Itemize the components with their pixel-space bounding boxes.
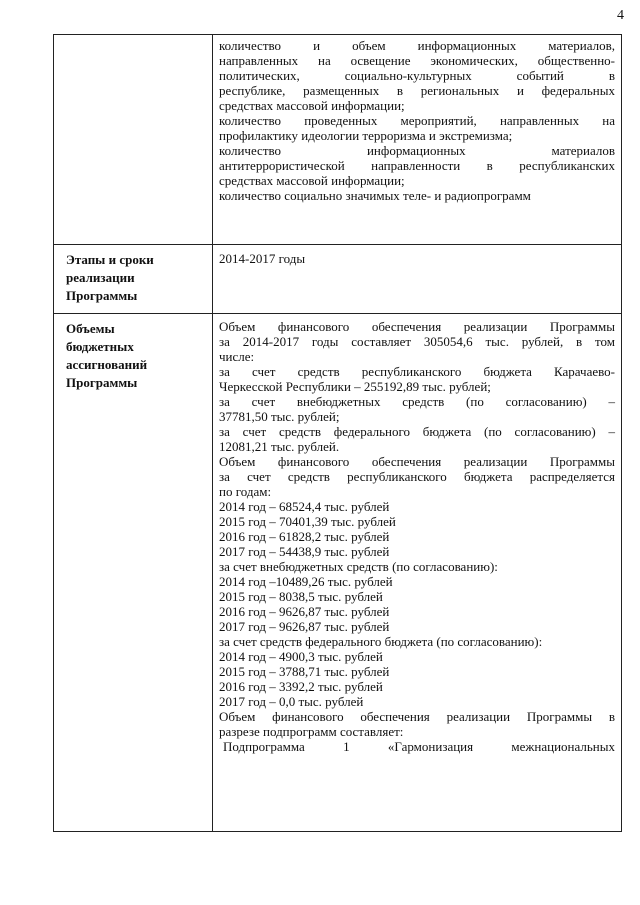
text-line: 2014 год – 68524,4 тыс. рублей [219,499,390,514]
text-line: 2015 год – 3788,71 тыс. рублей [219,664,390,679]
text-line: Черкесской Республики – 255192,89 тыс. рублей; [219,379,491,394]
text-line: 12081,21 тыс. рублей. [219,439,340,454]
text-line: 2016 год – 3392,2 тыс. рублей [219,679,383,694]
text-line: 2016 год – 61828,2 тыс. рублей [219,529,390,544]
text-line: 2015 год – 70401,39 тыс. рублей [219,514,396,529]
row-label-cell [54,245,213,314]
text-line: 2017 год – 0,0 тыс. рублей [219,694,364,709]
label-line: ассигнований [66,357,148,372]
text-line: Объем финансового обеспечения реализации Программы [219,454,615,469]
passport-table [53,34,622,832]
row-content-cell [213,314,622,832]
text-line: средствах массовой информации; [219,173,405,188]
text-line: республике, размещенных в региональных и федеральных [219,83,615,98]
text-line: за счет средств республиканского бюджета распределяется [219,469,615,484]
row-label-cell [54,35,213,245]
text-line: за 2014-2017 годы составляет 305054,6 тыс. рублей, в том [219,334,615,349]
text-line: профилактику идеологии терроризма и экстремизма; [219,128,513,143]
text-line: 2014 год –10489,26 тыс. рублей [219,574,393,589]
row-content-cell [213,245,622,314]
table-row-indicators [54,35,622,245]
text-line: за счет средств республиканского бюджета Карачаево- [219,364,615,379]
text-line: разрезе подпрограмм составляет: [219,724,404,739]
text-line: 2017 год – 9626,87 тыс. рублей [219,619,390,634]
stages-label [54,245,212,305]
text-line: Подпрограмма 1 «Гармонизация межнациональных [223,739,615,754]
label-line: Программы [66,375,138,390]
text-line: количество информационных материалов [219,143,615,158]
text-line: количество проведенных мероприятий, направленных на [219,113,615,128]
text-line: за счет средств федерального бюджета (по согласованию) – [219,424,615,439]
table-row-stages [54,245,622,314]
text-line: 2016 год – 9626,87 тыс. рублей [219,604,390,619]
text-line: за счет средств федерального бюджета (по согласованию): [219,634,543,649]
row-content-cell [213,35,622,245]
page-number: 4 [617,8,624,23]
text-line: 2015 год – 8038,5 тыс. рублей [219,589,383,604]
text-line: средствах массовой информации; [219,98,405,113]
text-line: 2014 год – 4900,3 тыс. рублей [219,649,383,664]
text-line: направленных на освещение экономических, общественно- [219,53,615,68]
label-line: бюджетных [66,339,134,354]
text-line: числе: [219,349,255,364]
stages-text [213,245,621,270]
indicators-text [213,35,621,207]
label-line: Программы [66,288,138,303]
label-line: Этапы и сроки [66,252,154,267]
label-line: Объемы [66,321,115,336]
text-line: количество социально значимых теле- и радиопрограмм [219,188,531,203]
text-line: 2014-2017 годы [219,251,306,266]
text-line: 37781,50 тыс. рублей; [219,409,340,424]
row-label-cell [54,314,213,832]
budget-text [213,314,621,758]
text-line: количество и объем информационных материалов, [219,38,615,53]
budget-label [54,314,212,392]
text-line: антитеррористической направленности в республиканских [219,158,615,173]
text-line: за счет внебюджетных средств (по согласованию): [219,559,498,574]
text-line: за счет внебюджетных средств (по согласованию) – [219,394,615,409]
text-line: 2017 год – 54438,9 тыс. рублей [219,544,390,559]
text-line: по годам: [219,484,272,499]
text-line: политических, социально-культурных событий в [219,68,615,83]
text-line: Объем финансового обеспечения реализации Программы в [219,709,615,724]
table-row-budget [54,314,622,832]
label-line: реализации [66,270,135,285]
text-line: Объем финансового обеспечения реализации Программы [219,319,615,334]
